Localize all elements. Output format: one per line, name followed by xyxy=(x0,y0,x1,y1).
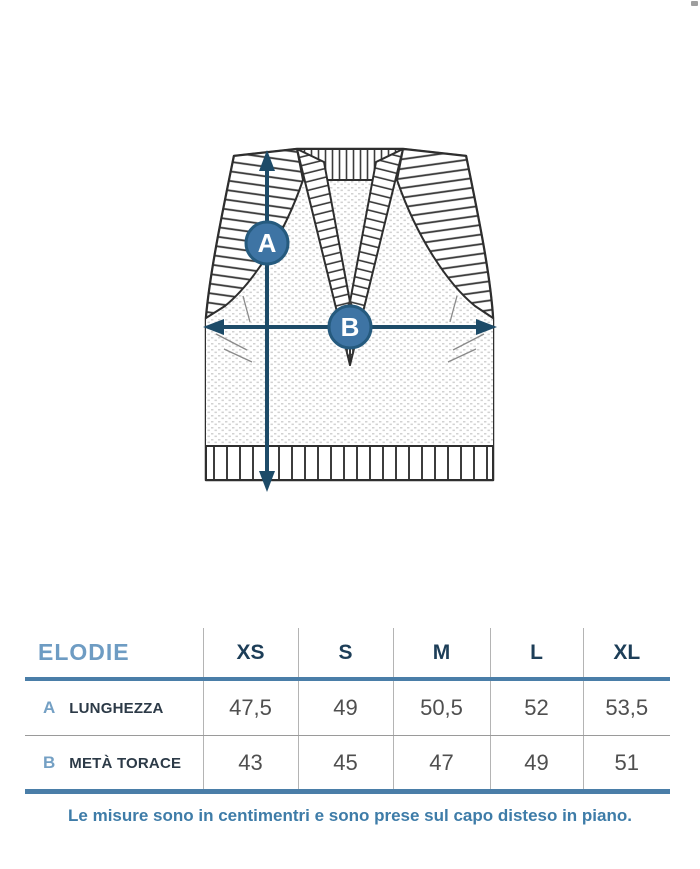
size-value-cell: 47 xyxy=(393,736,490,792)
row-label-meta-torace: METÀ TORACE xyxy=(69,754,182,772)
size-column-header-xs: XS xyxy=(203,628,298,679)
size-table xyxy=(25,628,670,794)
row-label-lunghezza: LUNGHEZZA xyxy=(69,700,164,717)
size-column-header-l: L xyxy=(490,628,583,679)
measure-a-letter: A xyxy=(257,228,277,258)
size-table-header-row xyxy=(25,628,670,679)
size-value-cell: 49 xyxy=(298,679,393,736)
measurement-label xyxy=(25,736,203,792)
size-column-header-m: M xyxy=(393,628,490,679)
row-letter-a: A xyxy=(43,698,56,717)
hem-band xyxy=(206,446,493,480)
size-value-cell: 52 xyxy=(490,679,583,736)
size-value-cell: 53,5 xyxy=(583,679,670,736)
size-value-cell: 43 xyxy=(203,736,298,792)
size-value-cell: 49 xyxy=(490,736,583,792)
measure-a-badge xyxy=(246,222,288,264)
size-column-header-xl: XL xyxy=(583,628,670,679)
size-column-header-s: S xyxy=(298,628,393,679)
measure-b-badge xyxy=(329,306,371,348)
size-value-cell: 45 xyxy=(298,736,393,792)
product-name: ELODIE xyxy=(25,628,203,679)
size-value-cell: 50,5 xyxy=(393,679,490,736)
measure-b-letter: B xyxy=(340,312,360,342)
size-value-cell: 51 xyxy=(583,736,670,792)
size-value-cell: 47,5 xyxy=(203,679,298,736)
measurement-label xyxy=(25,679,203,736)
table-row-length xyxy=(25,679,670,736)
table-row-half-chest xyxy=(25,736,670,792)
measurement-note: Le misure sono in centimentri e sono prese sul capo disteso in piano. xyxy=(68,806,632,825)
row-letter-b: B xyxy=(43,752,56,772)
